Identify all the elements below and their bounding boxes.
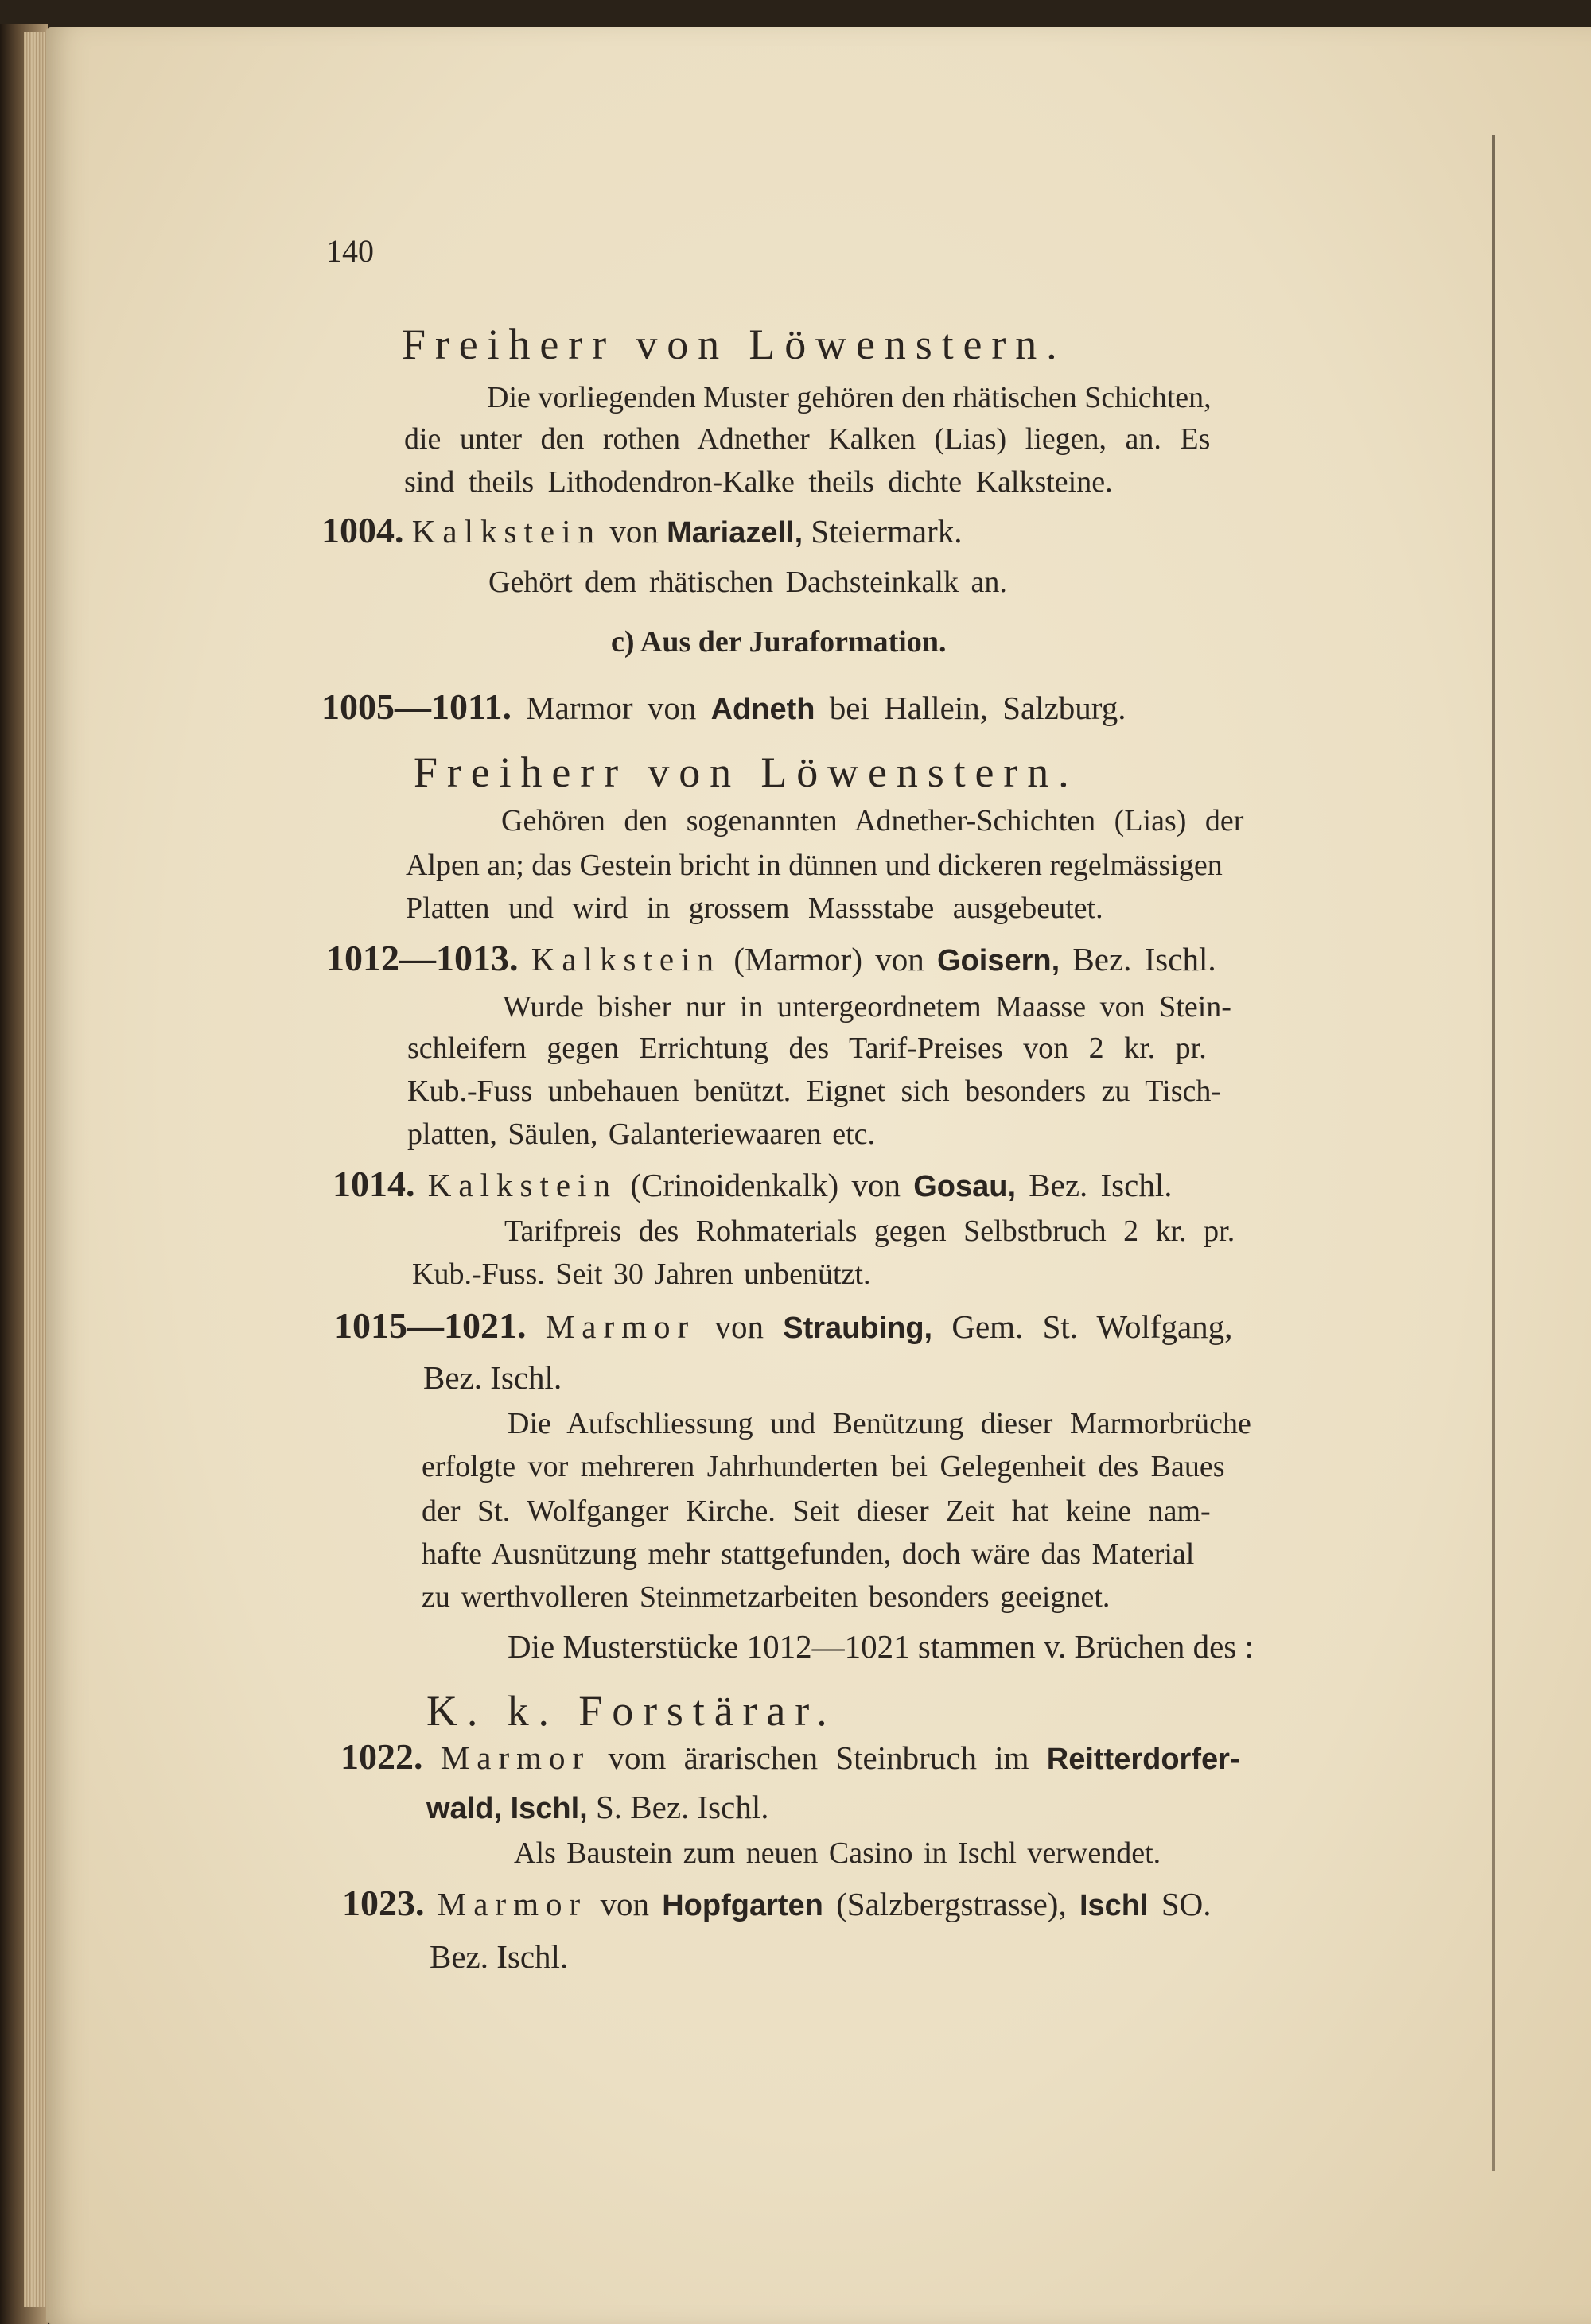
entry-number: 1005—1011. xyxy=(321,686,512,727)
entry-text: (Crinoidenkalk) von xyxy=(630,1167,901,1203)
entry-place: Goisern, xyxy=(937,944,1060,977)
paragraph-line: hafte Ausnützung mehr stattgefunden, doch wäre das Material xyxy=(422,1537,1195,1571)
paragraph-line: sind theils Lithodendron-Kalke theils dichte Kalksteine. xyxy=(404,465,1113,499)
entry-name: Marmor xyxy=(437,1886,588,1922)
paragraph-line: Wurde bisher nur in untergeordnetem Maasse von Stein- xyxy=(503,990,1231,1024)
entry-text: vom ärarischen Steinbruch im xyxy=(608,1739,1029,1776)
entry-1022 xyxy=(340,1735,1240,1778)
entry-text: SO. xyxy=(1161,1886,1212,1922)
entry-number: 1014. xyxy=(333,1164,415,1204)
entry-name: Kalkstein xyxy=(427,1167,618,1203)
entry-text: von xyxy=(609,513,659,550)
paragraph-line: Platten und wird in grossem Massstabe ausgebeutet. xyxy=(406,892,1103,925)
entry-place: wald, Ischl, xyxy=(426,1792,588,1825)
entry-description: Als Baustein zum neuen Casino in Ischl verwendet. xyxy=(514,1836,1161,1870)
entry-text: (Salzbergstrasse), xyxy=(836,1886,1067,1922)
paragraph-line: Die Aufschliessung und Benützung dieser Marmorbrüche xyxy=(508,1407,1251,1440)
entry-name: Kalkstein xyxy=(531,941,722,977)
page-number: 140 xyxy=(326,233,374,269)
entry-number: 1004. xyxy=(321,510,404,550)
entry-name: Kalkstein xyxy=(411,513,602,550)
entry-number: 1012—1013. xyxy=(326,938,519,978)
entry-text: von xyxy=(600,1886,649,1922)
entry-place: Reitterdorfer- xyxy=(1046,1743,1240,1776)
paragraph-line: platten, Säulen, Galanteriewaaren etc. xyxy=(407,1117,876,1151)
paragraph-line: Kub.-Fuss. Seit 30 Jahren unbenützt. xyxy=(412,1257,871,1291)
entry-place: Mariazell, xyxy=(667,516,803,550)
entry-1012-1013 xyxy=(326,937,1216,979)
entry-place: Gosau, xyxy=(913,1170,1017,1203)
entry-number: 1023. xyxy=(342,1883,425,1923)
entry-1023 xyxy=(342,1882,1211,1924)
paragraph-line: Kub.-Fuss unbehauen benützt. Eignet sich besonders zu Tisch- xyxy=(407,1075,1222,1108)
entry-1015-1021 xyxy=(334,1304,1232,1347)
entry-text: von xyxy=(714,1308,764,1345)
paragraph-line: erfolgte vor mehreren Jahrhunderten bei Gelegenheit des Baues xyxy=(422,1450,1225,1483)
entry-line xyxy=(426,1788,768,1826)
entry-place: Adneth xyxy=(710,693,815,726)
section-heading-forstaerar: K. k. Forstärar. xyxy=(426,1687,837,1735)
paragraph-line: Tarifpreis des Rohmaterials gegen Selbstbruch 2 kr. pr. xyxy=(504,1214,1235,1248)
entry-number: 1022. xyxy=(340,1736,423,1777)
entry-1005-1011 xyxy=(321,686,1126,728)
entry-text: bei Hallein, Salzburg. xyxy=(829,690,1126,726)
paragraph-line: zu werthvolleren Steinmetzarbeiten besonders geeignet. xyxy=(422,1580,1111,1614)
entry-line: Bez. Ischl. xyxy=(430,1938,569,1975)
section-heading-loewenstern-1: Freiherr von Löwenstern. xyxy=(402,321,1067,368)
paragraph-line: die unter den rothen Adnether Kalken (Lias) liegen, an. Es xyxy=(404,422,1211,456)
entry-text: Steiermark. xyxy=(811,513,963,550)
entry-1004 xyxy=(321,509,963,551)
entry-description: Gehört dem rhätischen Dachsteinkalk an. xyxy=(488,565,1007,599)
entry-text: Bez. Ischl. xyxy=(1072,941,1216,977)
paragraph-line: Alpen an; das Gestein bricht in dünnen und dickeren regelmässigen xyxy=(406,849,1223,882)
paragraph-line: Gehören den sogenannten Adnether-Schichten (Lias) der xyxy=(501,804,1244,837)
entry-text: S. Bez. Ischl. xyxy=(595,1789,769,1825)
entry-name: Marmor xyxy=(440,1739,591,1776)
entry-place: Hopfgarten xyxy=(662,1889,823,1922)
entry-1014 xyxy=(333,1163,1172,1205)
entry-number: 1015—1021. xyxy=(334,1305,527,1346)
entry-text: Bez. Ischl. xyxy=(1029,1167,1173,1203)
entry-place: Ischl xyxy=(1079,1889,1149,1922)
entry-text: Gem. St. Wolfgang, xyxy=(951,1308,1233,1345)
entry-text: Marmor von xyxy=(526,690,697,726)
paragraph-line: der St. Wolfganger Kirche. Seit dieser Zeit hat keine nam- xyxy=(422,1494,1211,1528)
paragraph-text: Die vorliegenden Muster gehören den rhätischen Schichten, xyxy=(487,381,1212,414)
entry-text: (Marmor) von xyxy=(733,941,924,977)
paragraph-line: Die Musterstücke 1012—1021 stammen v. Brüchen des : xyxy=(508,1628,1254,1665)
margin-rule xyxy=(1492,135,1495,2171)
section-heading-loewenstern-2: Freiherr von Löwenstern. xyxy=(414,748,1079,796)
paragraph-line xyxy=(487,380,1358,415)
entry-place: Straubing, xyxy=(783,1312,933,1345)
entry-name: Marmor xyxy=(545,1308,696,1345)
paragraph-line: schleifern gegen Errichtung des Tarif-Preises von 2 kr. pr. xyxy=(407,1032,1207,1065)
entry-line: Bez. Ischl. xyxy=(423,1359,562,1396)
subsection-heading: c) Aus der Juraformation. xyxy=(611,625,947,659)
